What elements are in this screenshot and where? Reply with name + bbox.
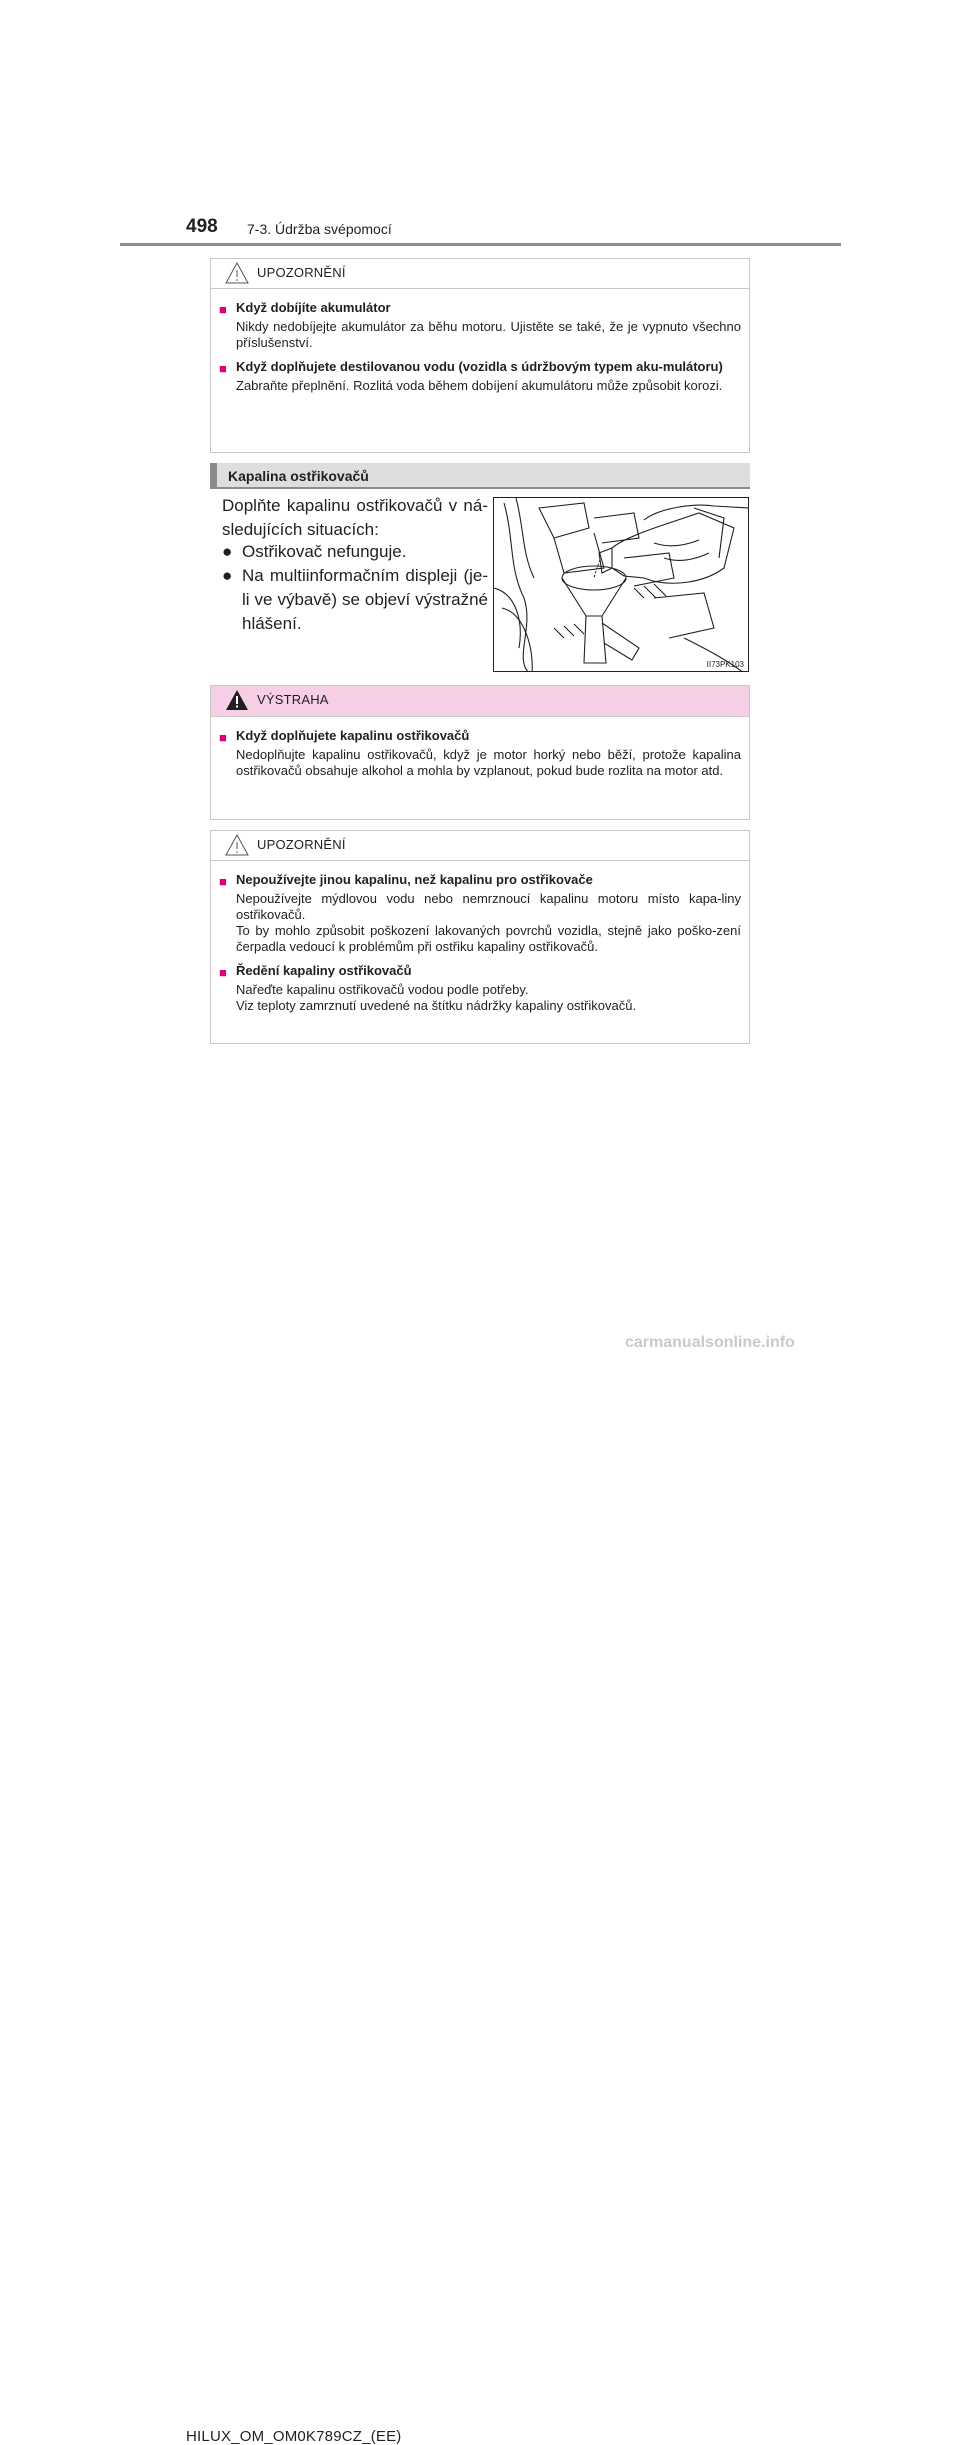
round-bullet-icon: ● (222, 566, 233, 585)
warning-box (210, 685, 750, 820)
washer-fluid-heading (210, 463, 750, 489)
bullet-item (222, 564, 488, 636)
warning-item-heading: Když doplňujete kapalinu ostřikovačů (236, 728, 470, 743)
notice-title: UPOZORNĚNÍ (257, 837, 346, 852)
heading-bar (210, 463, 217, 489)
square-bullet-icon: ■ (219, 874, 227, 889)
bullet-text: Na multiinformačním displeji (je-li ve výbavě) se objeví výstražné hlášení. (242, 566, 488, 633)
square-bullet-icon: ■ (219, 302, 227, 317)
notice-box-washer (210, 830, 750, 1044)
notice-item-text: Zabraňte přeplnění. Rozlitá voda během dobíjení akumulátoru může způsobit korozi. (236, 378, 723, 393)
notice-item-text: Nepoužívejte mýdlovou vodu nebo nemrznoucí kapalinu motoru místo kapa-liny ostřikovačů. (236, 891, 741, 922)
notice-item-text: To by mohlo způsobit poškození lakovaných povrchů vozidla, stejně jako poško-zení čerpadla vedoucí k problémům při ostřiku kapaliny ostřikovačů. (236, 923, 741, 954)
round-bullet-icon: ● (222, 542, 233, 561)
page-header (0, 0, 960, 250)
bullet-text: Ostřikovač nefunguje. (242, 542, 407, 561)
notice-item-heading: Nepoužívejte jinou kapalinu, než kapalinu pro ostřikovače (236, 872, 593, 887)
caution-triangle-icon (225, 262, 249, 284)
notice-item-text: Nařeďte kapalinu ostřikovačů vodou podle potřeby. (236, 982, 529, 997)
refill-funnel-illustration-icon (494, 498, 749, 672)
document-code: HILUX_OM_OM0K789CZ_(EE) (186, 2428, 402, 2445)
warning-item-text: Nedoplňujte kapalinu ostřikovačů, když je motor horký nebo běží, protože kapalina ostřikovačů obsahuje alkohol a mohla by vzplanout, pokud bude rozlita na motor atd. (236, 747, 741, 778)
notice-item-heading: Když dobíjíte akumulátor (236, 300, 391, 315)
square-bullet-icon: ■ (219, 361, 227, 376)
warning-item (219, 728, 741, 779)
warning-box-header (211, 686, 749, 717)
notice-title: UPOZORNĚNÍ (257, 265, 346, 280)
washer-fluid-heading-text: Kapalina ostřikovačů (228, 468, 369, 484)
washer-fluid-illustration (493, 497, 749, 672)
notice-item-text: Nikdy nedobíjejte akumulátor za běhu motoru. Ujistěte se také, že je vypnuto všechno příslušenství. (236, 319, 741, 350)
notice-item-heading: Ředění kapaliny ostřikovačů (236, 963, 412, 978)
warning-title: VÝSTRAHA (257, 692, 329, 707)
square-bullet-icon: ■ (219, 730, 227, 745)
notice-item (219, 872, 741, 955)
notice-box-battery (210, 258, 750, 453)
notice-item-text: Viz teploty zamrznutí uvedené na štítku nádržky kapaliny ostřikovačů. (236, 998, 637, 1013)
notice-item (219, 963, 741, 1014)
watermark: carmanualsonline.info (625, 1334, 795, 1351)
page-number: 498 (186, 216, 218, 237)
washer-intro-text: Doplňte kapalinu ostřikovačů v ná-sledujících situacích: (222, 496, 488, 539)
notice-item (219, 359, 741, 394)
bullet-item (222, 540, 488, 564)
notice-item (219, 300, 741, 351)
square-bullet-icon: ■ (219, 965, 227, 980)
warning-triangle-icon (225, 689, 249, 711)
notice-box-header (211, 831, 749, 861)
header-rule (120, 243, 841, 246)
notice-item-heading: Když doplňujete destilovanou vodu (vozidla s údržbovým typem aku-mulátoru) (236, 359, 723, 374)
notice-box-header (211, 259, 749, 289)
section-title: 7-3. Údržba svépomocí (247, 221, 392, 237)
figure-code: II73PK103 (706, 660, 744, 669)
caution-triangle-icon (225, 834, 249, 856)
